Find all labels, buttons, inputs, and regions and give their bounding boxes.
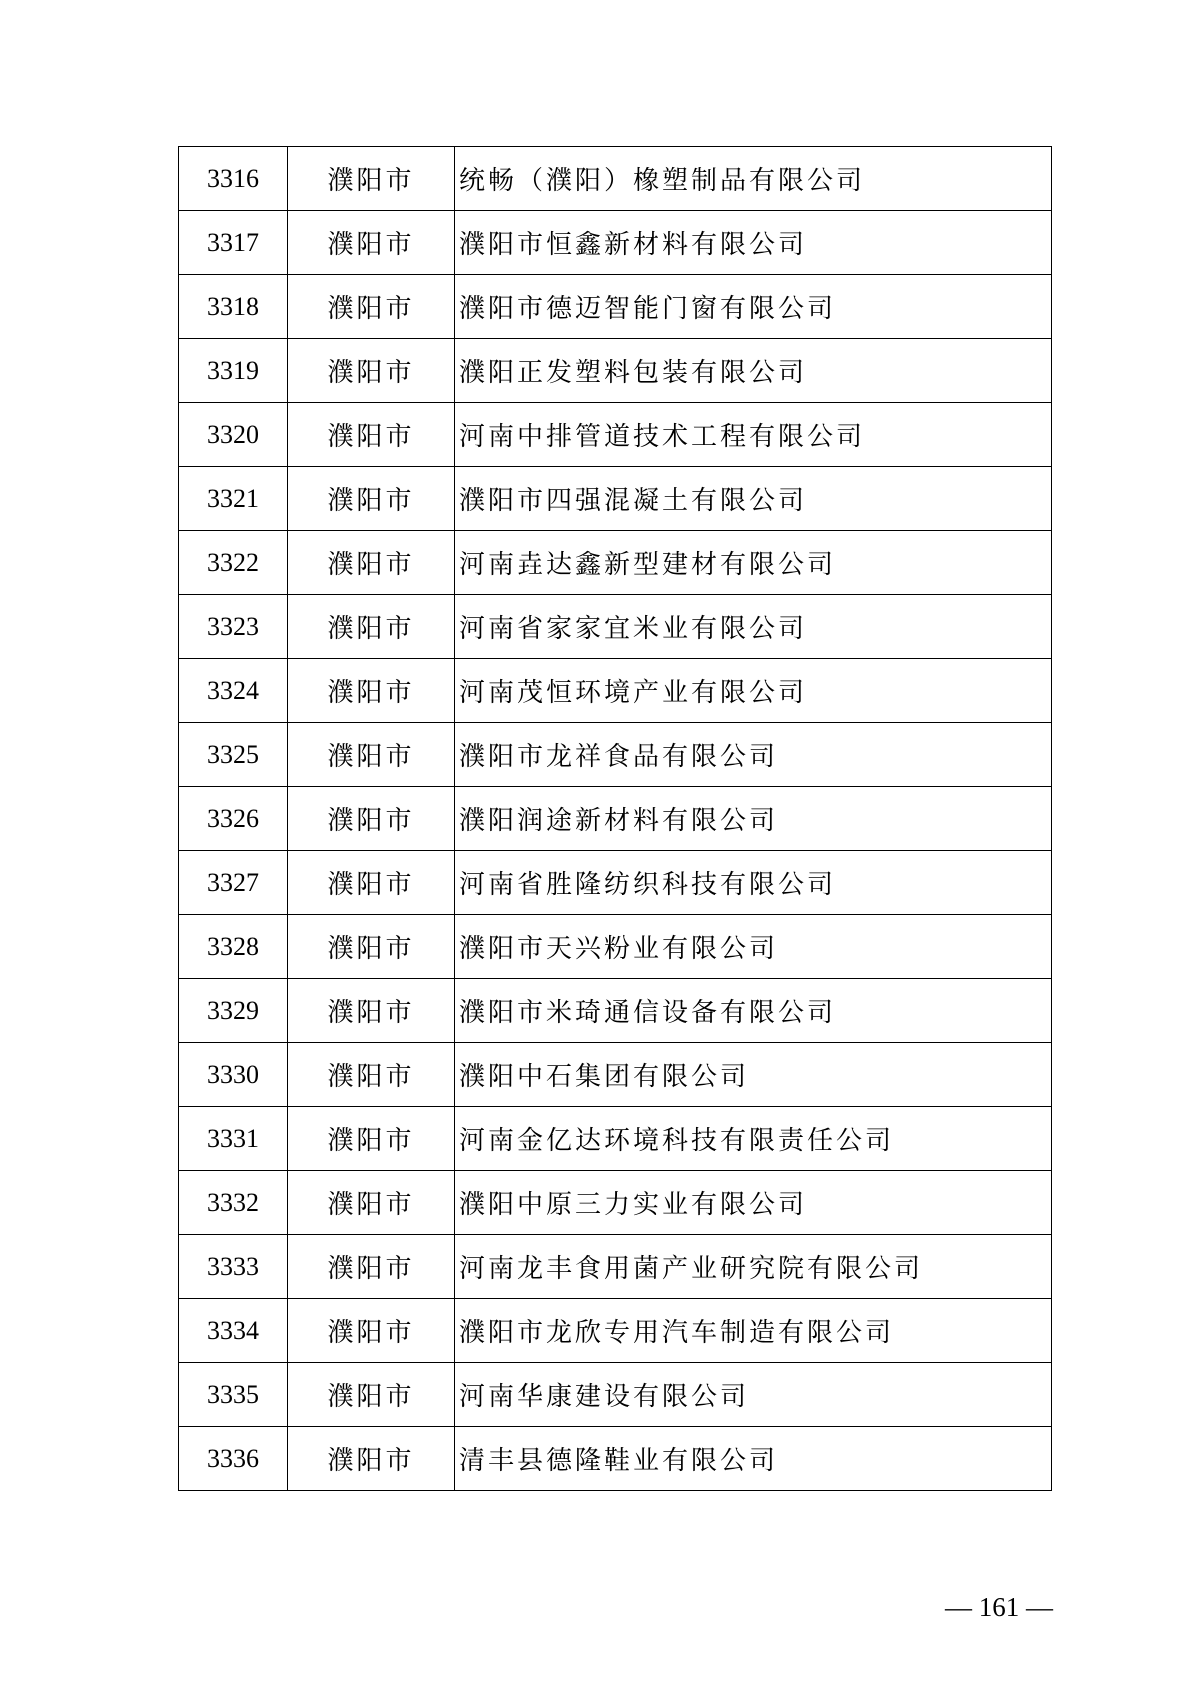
city-cell: 濮阳市: [288, 211, 455, 275]
row-number-cell: 3335: [179, 1363, 288, 1427]
table-row: [179, 1235, 1052, 1299]
table-row: [179, 595, 1052, 659]
company-name-cell: 河南华康建设有限公司: [455, 1363, 1052, 1427]
city-cell: 濮阳市: [288, 275, 455, 339]
table-row: [179, 275, 1052, 339]
row-number-cell: 3327: [179, 851, 288, 915]
company-name-cell: 河南中排管道技术工程有限公司: [455, 403, 1052, 467]
row-number-cell: 3332: [179, 1171, 288, 1235]
table-row: [179, 915, 1052, 979]
company-name-cell: 濮阳市四强混凝土有限公司: [455, 467, 1052, 531]
row-number-cell: 3316: [179, 147, 288, 211]
company-name-cell: 统畅（濮阳）橡塑制品有限公司: [455, 147, 1052, 211]
company-name-cell: 濮阳市米琦通信设备有限公司: [455, 979, 1052, 1043]
company-name-cell: 濮阳润途新材料有限公司: [455, 787, 1052, 851]
company-name-cell: 濮阳正发塑料包装有限公司: [455, 339, 1052, 403]
city-cell: 濮阳市: [288, 723, 455, 787]
table-row: [179, 211, 1052, 275]
table-row: [179, 979, 1052, 1043]
table-row: [179, 851, 1052, 915]
city-cell: 濮阳市: [288, 339, 455, 403]
row-number-cell: 3333: [179, 1235, 288, 1299]
row-number-cell: 3325: [179, 723, 288, 787]
company-name-cell: 河南金亿达环境科技有限责任公司: [455, 1107, 1052, 1171]
table-row: [179, 787, 1052, 851]
company-name-cell: 清丰县德隆鞋业有限公司: [455, 1427, 1052, 1491]
row-number-cell: 3326: [179, 787, 288, 851]
city-cell: 濮阳市: [288, 1363, 455, 1427]
table-row: [179, 147, 1052, 211]
table-row: [179, 1171, 1052, 1235]
company-name-cell: 濮阳市恒鑫新材料有限公司: [455, 211, 1052, 275]
table-row: [179, 531, 1052, 595]
table-row: [179, 467, 1052, 531]
table-row: [179, 1363, 1052, 1427]
company-name-cell: 濮阳中石集团有限公司: [455, 1043, 1052, 1107]
city-cell: 濮阳市: [288, 1171, 455, 1235]
table-row: [179, 339, 1052, 403]
table-row: [179, 1043, 1052, 1107]
row-number-cell: 3318: [179, 275, 288, 339]
table-row: [179, 659, 1052, 723]
company-name-cell: 河南省家家宜米业有限公司: [455, 595, 1052, 659]
city-cell: 濮阳市: [288, 467, 455, 531]
city-cell: 濮阳市: [288, 787, 455, 851]
row-number-cell: 3321: [179, 467, 288, 531]
company-name-cell: 河南茂恒环境产业有限公司: [455, 659, 1052, 723]
table-row: [179, 403, 1052, 467]
table-row: [179, 1107, 1052, 1171]
city-cell: 濮阳市: [288, 659, 455, 723]
row-number-cell: 3330: [179, 1043, 288, 1107]
company-name-cell: 河南省胜隆纺织科技有限公司: [455, 851, 1052, 915]
company-name-cell: 濮阳市天兴粉业有限公司: [455, 915, 1052, 979]
table-row: [179, 723, 1052, 787]
city-cell: 濮阳市: [288, 915, 455, 979]
row-number-cell: 3322: [179, 531, 288, 595]
company-name-cell: 濮阳市龙欣专用汽车制造有限公司: [455, 1299, 1052, 1363]
city-cell: 濮阳市: [288, 1427, 455, 1491]
city-cell: 濮阳市: [288, 147, 455, 211]
row-number-cell: 3331: [179, 1107, 288, 1171]
city-cell: 濮阳市: [288, 851, 455, 915]
company-list-table: [178, 146, 1052, 1491]
table-row: [179, 1299, 1052, 1363]
row-number-cell: 3319: [179, 339, 288, 403]
city-cell: 濮阳市: [288, 1043, 455, 1107]
row-number-cell: 3328: [179, 915, 288, 979]
page-number: — 161 —: [945, 1592, 1053, 1622]
row-number-cell: 3320: [179, 403, 288, 467]
row-number-cell: 3334: [179, 1299, 288, 1363]
row-number-cell: 3317: [179, 211, 288, 275]
city-cell: 濮阳市: [288, 1235, 455, 1299]
city-cell: 濮阳市: [288, 403, 455, 467]
city-cell: 濮阳市: [288, 595, 455, 659]
row-number-cell: 3323: [179, 595, 288, 659]
row-number-cell: 3336: [179, 1427, 288, 1491]
city-cell: 濮阳市: [288, 1299, 455, 1363]
row-number-cell: 3329: [179, 979, 288, 1043]
city-cell: 濮阳市: [288, 531, 455, 595]
city-cell: 濮阳市: [288, 1107, 455, 1171]
company-name-cell: 河南龙丰食用菌产业研究院有限公司: [455, 1235, 1052, 1299]
company-name-cell: 濮阳中原三力实业有限公司: [455, 1171, 1052, 1235]
row-number-cell: 3324: [179, 659, 288, 723]
company-name-cell: 濮阳市德迈智能门窗有限公司: [455, 275, 1052, 339]
table-body: [179, 147, 1052, 1491]
company-name-cell: 濮阳市龙祥食品有限公司: [455, 723, 1052, 787]
city-cell: 濮阳市: [288, 979, 455, 1043]
table-row: [179, 1427, 1052, 1491]
company-name-cell: 河南垚达鑫新型建材有限公司: [455, 531, 1052, 595]
